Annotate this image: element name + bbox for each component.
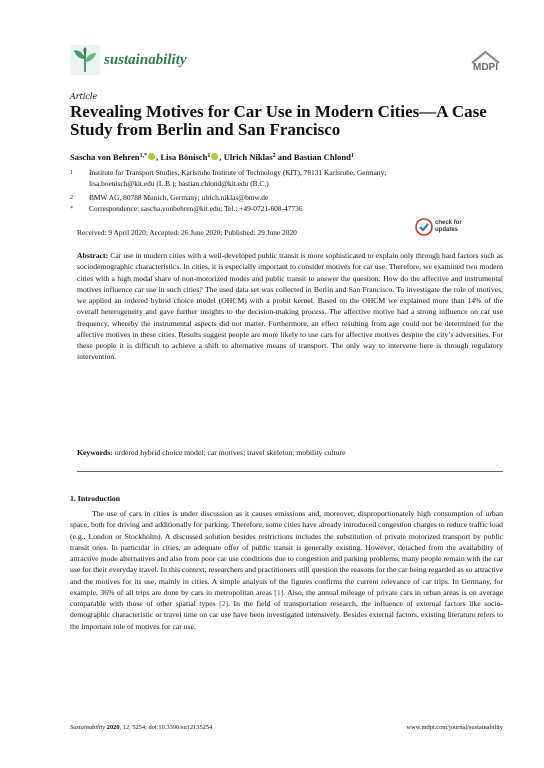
journal-logo-icon (70, 45, 100, 75)
author-list (70, 152, 354, 162)
article-title: Revealing Motives for Car Use in Modern Cities—A Case Study from Berlin and San Francisco (70, 102, 487, 139)
journal-name[interactable]: sustainability (104, 52, 187, 68)
publisher-logo-text: MDPI (473, 62, 498, 73)
paragraph-text: . Also, the annual mileage of private cars in urban areas is on average comparable with those of other spatial types (70, 587, 503, 608)
keywords (77, 448, 346, 457)
author-separator: , (219, 152, 224, 162)
author-name[interactable]: Sascha von Behren (70, 152, 140, 162)
affiliation-number: 2 (70, 195, 73, 201)
orcid-icon[interactable] (148, 153, 155, 160)
author-separator: , (156, 152, 161, 162)
check-updates-icon (415, 218, 433, 236)
author-affiliation-marker: 1 (350, 153, 354, 159)
affiliation-number: * (70, 206, 73, 212)
abstract-text: Car use in modern cities with a well-developed public transit is more sophisticated to explain only through hard factors such as sociodemographic characteristics. In cities, it is especially important to consider motives for car use. Therefore, we examined two modern cities with a high modal share of non-motorized modes and public transit to answer the question: How do the affective and instrumental motives influence car use in such cities? The used data set was collected in Berlin and San Francisco. To investigate the role of motives, we applied an ordered hybrid choice model (OHCM) with a probit kernel. Based on the OHCM we explained more than 14% of the overall heterogeneity and gave further insights to the decision-making process. The affective motive had a strong influence on car use frequency, whereby the instrumental aspects did not matter. Furthermore, an effect resulting from age could not be determined for the affective motives in these cities. Results suggest people are more likely to use cars for affective motives despite the city’s adversities. For these people it is difficult to achieve a shift to alternative means of transport. The only way to intervene here is through regulatory intervention. (77, 251, 504, 362)
footer-journal: Sustainability (70, 724, 106, 731)
footer-url[interactable]: www.mdpi.com/journal/sustainability (406, 724, 503, 731)
section-heading: 1. Introduction (70, 494, 121, 503)
paragraph-text: The use of cars in cities is under discussion as it causes emissions and, moreover, disproportionately high consumption of urban space, both for driving and additionally for parking. Therefore, some cities have already introduced congestion charges to reduce traffic load (e.g., London or Stockholm). A discussed solution besides restrictions includes the substitution of private motorized transport by public transit ones. In particular in cities, an adequate offer of public transit is generally existing. However, detached from the availability of attractive mode alternatives and also from poor car use conditions due to congestion and parking problems, many people remain with the car use for their everyday travel. In this context, researchers and practitioners still question the reasons for the car being regarded as so attractive and the motives for its use, mainly in cities. A simple analysis of the figures confirms the current relevance of car trips. In Germany, for example, 36% of all trips are done by cars in metropolitan areas (70, 509, 503, 597)
citation-link[interactable]: [1] (274, 587, 284, 597)
author-affiliation-marker: 1 (207, 153, 211, 159)
footer-volume: 12 (122, 724, 130, 731)
affiliation-number: 1 (70, 170, 73, 176)
footer-year: 2020 (106, 724, 120, 731)
correspondence-text: Correspondence: sascha.vonbehren@kit.edu; Tel.: +49-0721-608-47736 (89, 204, 303, 213)
affiliation-email[interactable]: lisa.boenisch@kit.edu (L.B.); bastian.chlond@kit.edu (B.C.) (89, 179, 269, 188)
introduction-paragraph (70, 508, 503, 632)
footer-citation: Sustainability 2020, 12, 5254; doi:10.3390/su12135254 (70, 724, 213, 731)
footer-doi[interactable]: , 5254; doi:10.3390/su12135254 (129, 724, 213, 731)
author-name[interactable]: Bastian Chlond (293, 152, 351, 162)
check-for-updates-button[interactable] (415, 218, 475, 238)
article-type: Article (70, 92, 98, 101)
publisher-logo[interactable] (468, 49, 503, 76)
author-affiliation-marker: 2 (272, 153, 276, 159)
affiliation-text: BMW AG, 80788 Munich, Germany; ulrich.niklas@bmw.de (89, 193, 269, 202)
orcid-icon[interactable] (211, 153, 218, 160)
keywords-text: ordered hybrid choice model; car motives; travel skeleton; mobility culture (114, 448, 346, 457)
author-name[interactable]: Lisa Bönisch (160, 152, 208, 162)
author-separator: and (275, 152, 294, 162)
section-divider (77, 471, 503, 472)
keywords-label: Keywords: (77, 448, 113, 457)
check-updates-line2: updates (435, 227, 459, 233)
paragraph-text: . In the field of transportation research, the influence of external factors like socio-demographic characteristic or travel time on car use have been investigated intensively. Besides external factors, existing literature refers to the important role of motives for car use. (70, 599, 504, 631)
publication-dates: Received: 9 April 2020; Accepted: 26 June 2020; Published: 29 June 2020 (77, 228, 297, 237)
affiliation-text: Institute for Transport Studies, Karlsruhe Institute of Technology (KIT), 76131 Karlsruhe, Germany; (89, 168, 387, 177)
abstract (77, 250, 503, 363)
check-updates-line1: check for (435, 220, 462, 226)
author-name[interactable]: Ulrich Niklas (223, 152, 273, 162)
author-affiliation-marker: 1,* (139, 153, 148, 159)
abstract-label: Abstract: (77, 251, 109, 260)
citation-link[interactable]: [2] (219, 599, 229, 608)
